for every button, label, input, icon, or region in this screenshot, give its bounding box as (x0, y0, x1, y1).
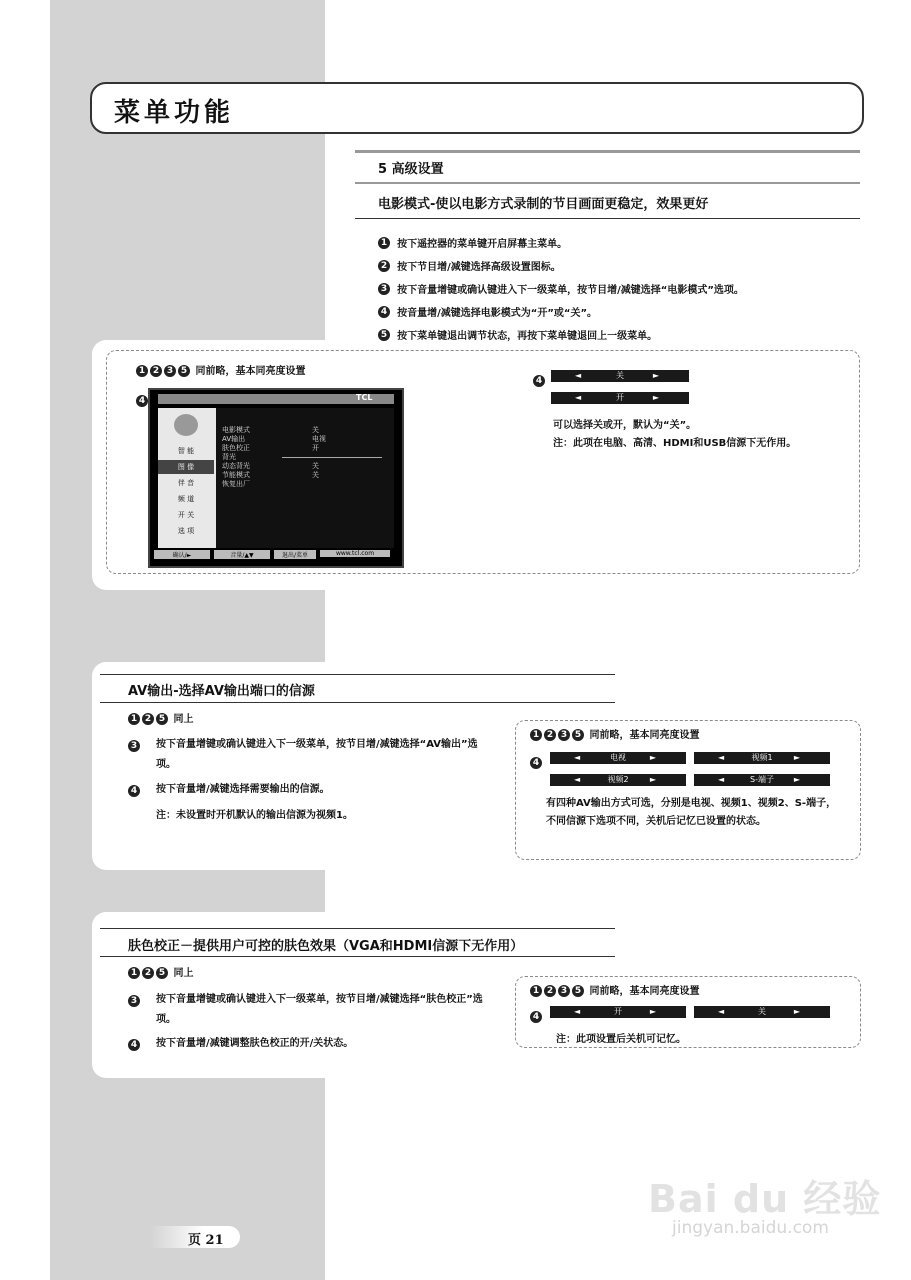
av-bar-video1: ◄ 视频1 ► (694, 752, 830, 764)
wrench-icon (174, 414, 198, 436)
gray-band (50, 0, 325, 1280)
num-4: 4 (533, 375, 545, 387)
footer-item: 退出/菜单 (274, 550, 316, 559)
menu-item: 图 像 (158, 460, 214, 474)
menu-item: 智 能 (177, 447, 195, 455)
num-3: 3 (128, 740, 140, 752)
tv-row: 电影模式 关 (222, 426, 319, 434)
step-3: 3 按下音量增键或确认键进入下一级菜单，按节目增/减键选择“电影模式”选项。 (378, 278, 863, 301)
tv-row: AV输出 电视 (222, 435, 326, 443)
footer-item: www.tcl.com (320, 550, 390, 557)
section5-desc2: 注：此项在电脑、高清、HDMI和USB信源下无作用。 (553, 438, 797, 449)
section5-panel-note: 1 2 3 5 同前略，基本同亮度设置 (136, 362, 305, 377)
num-4: 4 (128, 1039, 140, 1051)
footer-item: 确认/► (154, 550, 210, 559)
menu-item: 开 关 (177, 511, 195, 519)
section5-steps (378, 232, 863, 347)
av-bar-video2: ◄ 视频2 ► (550, 774, 686, 786)
step-2: 2 按下节目增/减键选择高级设置图标。 (378, 255, 863, 278)
step-1: 1 按下遥控器的菜单键开启屏幕主菜单。 (378, 232, 863, 255)
skin-step4: 按下音量增/减键调整肤色校正的开/关状态。 (156, 1038, 354, 1049)
tv-row: 背光 (222, 453, 388, 462)
baidu-watermark-url: jingyan.baidu.com (672, 1218, 829, 1238)
tv-row: 节能模式 关 (222, 471, 319, 479)
step-5: 5 按下菜单键退出调节状态，再按下菜单键退回上一级菜单。 (378, 324, 863, 347)
skin-same: 1 2 5 同上 (128, 964, 193, 979)
option-bar-off: ◄ 关 ► (551, 370, 689, 382)
av-same: 1 2 5 同上 (128, 710, 193, 725)
num-4: 4 (530, 1011, 542, 1023)
footer-item: 音量/▲▼ (214, 550, 270, 559)
section5-desc1: 可以选择关或开，默认为“关”。 (553, 420, 697, 431)
skin-step3: 按下音量增键或确认键进入下一级菜单，按节目增/减键选择“肤色校正”选项。 (156, 994, 483, 1025)
menu-item: 伴 音 (177, 479, 195, 487)
av-panel-note: 1 2 3 5 同前略，基本同亮度设置 (530, 726, 699, 741)
av-desc: 有四种AV输出方式可选，分别是电视、视频1、视频2、S-端子，不同信源下选项不同，关机后记忆已设置的状态。 (546, 798, 837, 827)
option-bar-on: ◄ 开 ► (551, 392, 689, 404)
tv-row: 肤色校正 开 (222, 444, 319, 452)
av-bar-tv: ◄ 电视 ► (550, 752, 686, 764)
skin-panel-note: 1 2 3 5 同前略，基本同亮度设置 (530, 982, 699, 997)
num-4: 4 (128, 785, 140, 797)
av-step4: 按下音量增/减键选择需要输出的信源。 (156, 784, 330, 795)
tv-row: 动态背光 关 (222, 462, 319, 470)
skin-bar-on: ◄ 开 ► (550, 1006, 686, 1018)
skin-subhead: 肤色校正－提供用户可控的肤色效果（VGA和HDMI信源下无作用） (128, 939, 524, 954)
av-note: 注：未设置时开机默认的输出信源为视频1。 (156, 810, 353, 821)
av-bar-s: ◄ S-端子 ► (694, 774, 830, 786)
title-bar (90, 82, 864, 134)
num-4: 4 (530, 757, 542, 769)
num-4: 4 (136, 395, 148, 407)
page-number: 页 21 (188, 1233, 224, 1248)
tv-row: 恢复出厂 (222, 480, 250, 488)
baidu-watermark-logo: Bai du 经验 (648, 1177, 882, 1221)
section5-subhead: 电影模式-使以电影方式录制的节目画面更稳定，效果更好 (378, 197, 709, 212)
av-panel (515, 720, 861, 860)
tv-screen (148, 388, 404, 568)
av-step3: 按下音量增键或确认键进入下一级菜单，按节目增/减键选择“AV输出”选项。 (156, 739, 478, 770)
skin-bar-off: ◄ 关 ► (694, 1006, 830, 1018)
page-title: 菜单功能 (114, 98, 235, 128)
num-3: 3 (128, 995, 140, 1007)
section5-head: 5 高级设置 (378, 162, 444, 177)
menu-item: 选 项 (177, 527, 195, 535)
av-subhead: AV输出-选择AV输出端口的信源 (128, 684, 315, 699)
menu-item: 频 道 (177, 495, 195, 503)
tv-brand: TCL (356, 393, 373, 402)
step-4: 4 按音量增/减键选择电影模式为“开”或“关”。 (378, 301, 863, 324)
skin-note: 注：此项设置后关机可记忆。 (556, 1034, 686, 1045)
